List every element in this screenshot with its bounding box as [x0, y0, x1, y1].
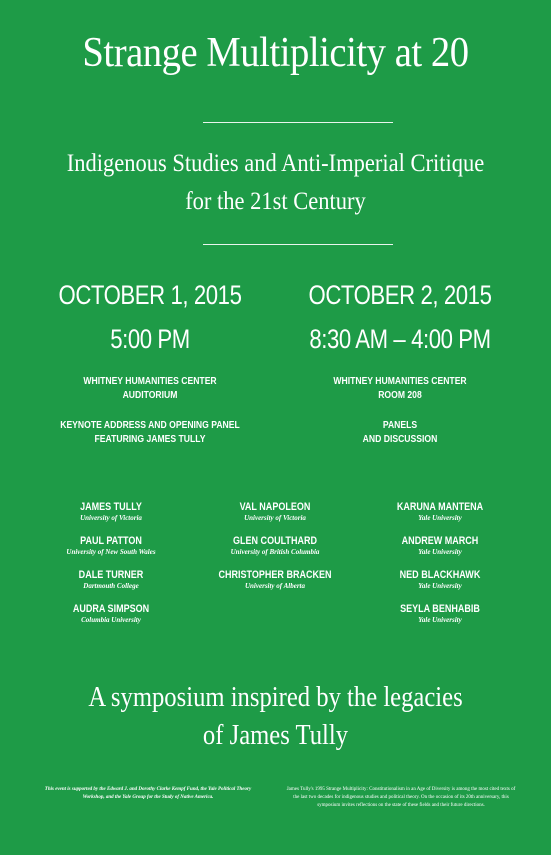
- day-one-venue: [52, 374, 249, 402]
- day-one-venue-line-2: AUDITORIUM: [122, 389, 178, 401]
- speaker: [26, 500, 196, 534]
- day-one-venue-line-1: WHITNEY HUMANITIES CENTER: [83, 375, 217, 387]
- speaker-affiliation: University of Alberta: [244, 582, 305, 590]
- speaker-affiliation: Columbia University: [81, 616, 141, 624]
- day-one-event-line-1: KEYNOTE ADDRESS AND OPENING PANEL: [60, 419, 240, 431]
- speaker: [26, 602, 196, 636]
- speaker: [355, 602, 525, 636]
- poster-subtitle: [28, 145, 524, 221]
- day-two-event-line-1: PANELS: [382, 419, 418, 431]
- day-two-venue: [302, 374, 499, 402]
- sponsor-note: This event is supported by the Edward J. and Dorothy Clarke Kempf Fund, the Yale Political Theory Workshop, and the Yale Group for the Study of Native America.: [44, 787, 252, 800]
- middle-divider: [203, 244, 393, 245]
- speaker-column-3: [355, 500, 525, 636]
- speaker-column-2: [190, 500, 360, 602]
- speaker-name: AUDRA SIMPSON: [72, 603, 150, 615]
- day-two-venue-line-1: WHITNEY HUMANITIES CENTER: [333, 375, 467, 387]
- speaker: [355, 568, 525, 602]
- speaker-name: PAUL PATTON: [80, 535, 142, 547]
- speaker-name: DALE TURNER: [78, 569, 144, 581]
- tagline-line-2: of James Tully: [202, 720, 349, 751]
- speaker-name: KARUNA MANTENA: [396, 501, 484, 513]
- about-note: James Tully's 1995 Strange Multiplicity: Constitutionalism in an Age of Diversity is among the most cited texts of the last two decades for indigenous studies and political theory. On the occasion of its 20th anniversary, this symposium invites reflections on the state of these fields and their future directions.: [286, 787, 516, 808]
- speaker-affiliation: University of New South Wales: [66, 548, 156, 556]
- speaker-affiliation: University of Victoria: [80, 514, 142, 522]
- speaker-name: ANDREW MARCH: [401, 535, 479, 547]
- speaker-affiliation: Dartmouth College: [83, 582, 139, 590]
- day-one-column: [30, 273, 270, 446]
- speaker-name: NED BLACKHAWK: [399, 569, 481, 581]
- day-one-date: OCTOBER 1, 2015: [58, 280, 242, 310]
- symposium-tagline: [33, 679, 518, 755]
- speaker: [190, 568, 360, 602]
- speaker-affiliation: Yale University: [418, 514, 462, 522]
- day-two-event-line-2: AND DISCUSSION: [362, 433, 438, 445]
- subtitle-line-2: for the 21st Century: [185, 188, 366, 215]
- day-two-time: 8:30 AM – 4:00 PM: [309, 324, 491, 354]
- speaker: [355, 534, 525, 568]
- day-two-column: [280, 273, 520, 446]
- day-two-date: OCTOBER 2, 2015: [308, 280, 492, 310]
- speaker: [355, 500, 525, 534]
- day-one-time: 5:00 PM: [110, 324, 190, 354]
- subtitle-line-1: Indigenous Studies and Anti-Imperial Critique: [66, 150, 485, 177]
- speaker-name: JAMES TULLY: [80, 501, 142, 513]
- day-one-event: [52, 418, 249, 446]
- speaker: [26, 568, 196, 602]
- speaker-name: VAL NAPOLEON: [239, 501, 311, 513]
- speaker-name: CHRISTOPHER BRACKEN: [218, 569, 332, 581]
- day-two-event: [302, 418, 499, 446]
- tagline-line-1: A symposium inspired by the legacies: [88, 682, 463, 713]
- speaker-affiliation: Yale University: [418, 548, 462, 556]
- poster-title: Strange Multiplicity at 20: [82, 30, 469, 76]
- speaker-name: SEYLA BENHABIB: [400, 603, 480, 615]
- speaker: [190, 500, 360, 534]
- speaker-column-1: [26, 500, 196, 636]
- speaker: [26, 534, 196, 568]
- speaker-name: GLEN COULTHARD: [232, 535, 318, 547]
- speaker-affiliation: Yale University: [418, 582, 462, 590]
- day-two-venue-line-2: ROOM 208: [378, 389, 422, 401]
- day-one-event-line-2: FEATURING JAMES TULLY: [94, 433, 206, 445]
- speaker-affiliation: Yale University: [418, 616, 462, 624]
- top-divider: [203, 122, 393, 123]
- speaker: [190, 534, 360, 568]
- speaker-affiliation: University of Victoria: [244, 514, 306, 522]
- speaker-affiliation: University of British Columbia: [230, 548, 320, 556]
